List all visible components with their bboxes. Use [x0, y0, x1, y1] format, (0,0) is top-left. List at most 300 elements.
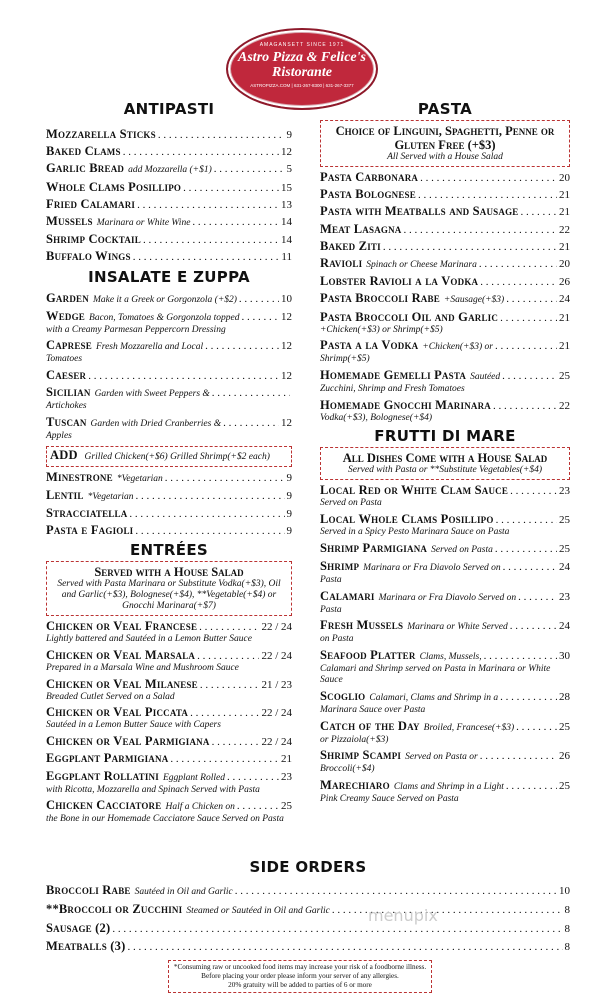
menu-item [320, 720, 570, 747]
menu-item-description: the Bone in our Homemade Cacciatore Sauce Served on Pasta [46, 814, 284, 825]
menu-item-description: Lightly battered and Sautéed in a Lemon Butter Sauce [46, 634, 252, 645]
menu-item-name: Shrimp Parmigiana [320, 540, 428, 555]
restaurant-logo [226, 28, 378, 110]
menu-item-row [46, 198, 292, 212]
menu-item-price: 24 [559, 293, 570, 306]
menu-item-name: Pasta Broccoli Rabe [320, 291, 440, 306]
dot-leader [137, 199, 279, 212]
menu-item-name: Seafood Platter [320, 647, 416, 662]
menu-item-price: 25 [281, 800, 292, 813]
menu-item-name: Local Whole Clams Posillipo [320, 511, 494, 526]
menu-item-row [320, 720, 570, 735]
menu-item [46, 339, 292, 366]
dot-leader [127, 941, 562, 954]
dot-leader [190, 707, 259, 720]
menu-item-name: Garden [46, 290, 89, 305]
antipasti-heading: ANTIPASTI [123, 100, 215, 118]
menu-item-row [320, 257, 570, 272]
menu-item-name: Meat Lasagna [320, 221, 402, 236]
menu-item-description: Served on Pasta [320, 498, 382, 509]
menu-item-row [46, 339, 292, 354]
menu-item [46, 162, 292, 177]
menu-item [46, 922, 570, 936]
menu-item-row [46, 416, 292, 431]
dot-leader [521, 206, 558, 219]
menu-item-price: 12 [281, 416, 292, 429]
menu-item [320, 311, 570, 337]
menu-item-row [46, 922, 570, 936]
pasta-box-sub: All Served with a House Salad [387, 152, 503, 162]
dot-leader [502, 370, 557, 383]
frutti-heading: FRUTTI DI MARE [374, 427, 516, 446]
insalate-list [46, 292, 292, 443]
menu-item-price: 20 [559, 172, 570, 184]
dot-leader [503, 561, 557, 574]
menu-item-name: Tuscan [46, 414, 87, 429]
menu-item [320, 171, 570, 185]
dot-leader [123, 146, 279, 159]
menu-item-note: Marinara or Fra Diavolo Served on [378, 592, 517, 603]
menu-item-price: 24 [559, 560, 570, 573]
menu-item [320, 240, 570, 254]
menu-item-description: Pasta [320, 604, 342, 615]
menu-item-description: Sautéed in a Lemon Butter Sauce with Capers [46, 720, 221, 731]
menu-item-note: Clams, Mussels, [419, 651, 482, 662]
watermark: menupix [368, 906, 438, 925]
menu-item-note: Eggplant Rolled [162, 772, 225, 783]
menu-item [46, 489, 292, 504]
menu-item-name: Baked Ziti [320, 238, 381, 253]
menu-item-row [320, 188, 570, 202]
menu-item-name: Local Red or White Clam Sauce [320, 483, 509, 498]
menu-item [46, 386, 292, 413]
dot-leader [480, 276, 557, 289]
menu-item-description: Pink Creamy Sauce Served on Pasta [320, 794, 459, 805]
menu-item-description: Marinara Sauce over Pasta [320, 705, 426, 716]
menu-item-name: Fresh Mussels [320, 618, 404, 633]
dot-leader [516, 721, 557, 734]
add-protein-box [46, 446, 292, 467]
menu-item [320, 257, 570, 272]
menu-item-price: 25 [559, 720, 570, 733]
menu-item-row [46, 903, 570, 918]
menu-item [320, 619, 570, 646]
menu-item-row [46, 735, 292, 749]
menu-item-row [46, 145, 292, 159]
menu-item-name: Lentil [46, 487, 84, 502]
menu-item-price: 9 [286, 489, 292, 502]
insalate-heading: INSALATE E ZUPPA [88, 267, 250, 286]
menu-item-name: Chicken or Veal Marsala [46, 648, 196, 663]
dot-leader [239, 293, 279, 306]
menu-item-row [46, 706, 292, 720]
menu-item-name: Whole Clams Posillipo [46, 179, 182, 194]
menu-item [320, 369, 570, 396]
menu-item [46, 181, 292, 195]
add-note: Grilled Chicken(+$6) Grilled Shrimp(+$2 each) [84, 451, 270, 462]
menu-item [320, 542, 570, 557]
menu-item-row [320, 275, 570, 289]
menu-item [46, 310, 292, 337]
menu-item-note: Sautéed [470, 371, 501, 382]
entrees-info-box [46, 561, 292, 616]
menu-item-note: Marinara or Fra Diavolo Served on [363, 562, 501, 573]
sides-list [46, 884, 570, 954]
menu-item-price: 9 [286, 129, 292, 141]
menu-item-note: add Mozzarella (+$1) [128, 165, 212, 176]
menu-item [320, 188, 570, 202]
menu-item-name: Pasta a la Vodka [320, 338, 419, 353]
menu-item-name: Chicken or Veal Piccata [46, 705, 189, 720]
dot-leader [237, 800, 279, 813]
menu-item [46, 678, 292, 704]
menu-item-row [46, 233, 292, 247]
menu-item-row [320, 240, 570, 254]
dot-leader [129, 508, 284, 521]
dot-leader [88, 370, 279, 383]
menu-item-name: Catch of the Day [320, 718, 420, 733]
menu-item-row [46, 310, 292, 325]
menu-item-price: 25 [559, 369, 570, 382]
dot-leader [200, 679, 260, 692]
dot-leader [227, 771, 279, 784]
menu-item-name: Calamari [320, 588, 375, 603]
menu-item [320, 399, 570, 425]
menu-item-row [46, 770, 292, 785]
menu-item-name: Pasta Broccoli Oil and Garlic [320, 309, 499, 324]
menu-item-row [320, 484, 570, 498]
dot-leader [197, 650, 259, 663]
sides-heading: SIDE ORDERS [249, 858, 367, 876]
menu-item-price: 9 [286, 525, 292, 538]
menu-item-price: 28 [559, 691, 570, 704]
menu-item-row [320, 311, 570, 325]
menu-item-name: Broccoli Rabe [46, 883, 131, 897]
menu-item-price: 8 [564, 941, 570, 953]
menu-item-name: Lobster Ravioli a la Vodka [320, 274, 479, 289]
menu-item-price: 22 [559, 223, 570, 236]
menu-item-description: with a Creamy Parmesan Peppercorn Dressing [46, 324, 226, 335]
menu-item-price: 14 [281, 215, 292, 228]
menu-item-price: 10 [559, 885, 570, 897]
menu-item-note: Served on Pasta [431, 544, 493, 555]
dot-leader [112, 923, 562, 936]
menu-item-row [46, 752, 292, 766]
menu-item-description: Apples [46, 430, 72, 441]
menu-item [46, 292, 292, 307]
menu-item-name: Ravioli [320, 255, 363, 270]
frutti-box-sub: Served with Pasta or **Substitute Vegetables(+$4) [347, 465, 542, 476]
side-orders-section [46, 858, 570, 958]
menu-item-name: Homemade Gemelli Pasta [320, 367, 467, 382]
menu-item [46, 233, 292, 247]
entrees-box-title: Served with a House Salad [94, 565, 244, 580]
dot-leader [500, 691, 557, 704]
menu-item-note: Garden with Sweet Peppers & [94, 389, 210, 400]
menu-item [46, 770, 292, 797]
menu-item-name: Chicken or Veal Milanese [46, 676, 198, 691]
menu-item-row [320, 542, 570, 557]
menu-item [320, 292, 570, 307]
frutti-info-box [320, 447, 570, 480]
menu-item-name: Fried Calamari [46, 196, 136, 211]
logo-name: Astro Pizza & Felice's Ristorante [238, 50, 366, 80]
menu-item-row [46, 799, 292, 814]
menu-item-price: 26 [559, 750, 570, 763]
menu-item-description: Broccoli(+$4) [320, 764, 375, 775]
dot-leader [165, 472, 285, 485]
menu-item-row [320, 590, 570, 605]
menu-item-row [320, 399, 570, 413]
dot-leader [212, 736, 260, 749]
menu-item [320, 560, 570, 587]
menu-item-note: Broiled, Francese(+$3) [423, 722, 515, 733]
menu-item-row [46, 524, 292, 538]
menu-item-price: 23 [281, 770, 292, 783]
menu-item-price: 13 [281, 198, 292, 211]
menu-item-note: Clams and Shrimp in a Light [393, 782, 504, 793]
logo-contact: ASTROPIZZA.COM | 631-267-8300 | 631-267-3377 [250, 83, 354, 88]
menu-item-name: Eggplant Parmigiana [46, 751, 169, 766]
menu-item-name: Caeser [46, 368, 87, 383]
menu-item-note: Calamari, Clams and Shrimp in a [369, 693, 499, 704]
dot-leader [510, 620, 557, 633]
menu-item [320, 590, 570, 617]
menu-item-note: Sautéed in Oil and Garlic [134, 887, 233, 897]
dot-leader [479, 258, 557, 271]
menu-item-row [320, 339, 570, 354]
menu-item-description: Calamari and Shrimp served on Pasta in Marinara or White Sauce [320, 663, 551, 686]
menu-item-note: +Chicken(+$3) or [422, 342, 493, 353]
menu-item-name: Stracciatella [46, 506, 128, 520]
menu-item-price: 21 [559, 311, 570, 324]
menu-item-name: Garlic Bread [46, 161, 125, 176]
menu-item-description: with Ricotta, Mozzarella and Spinach Served with Pasta [46, 784, 260, 795]
menu-item-name: Shrimp Cocktail [46, 232, 141, 247]
menu-item-price: 21 [281, 753, 292, 766]
menu-item-row [46, 215, 292, 230]
menu-item [320, 649, 570, 687]
entrees-heading: ENTRÉES [130, 541, 208, 560]
dot-leader [418, 189, 557, 202]
menu-item-row [46, 489, 292, 504]
menu-item [320, 339, 570, 366]
menu-item-name: Shrimp [320, 558, 360, 573]
dot-leader [235, 885, 557, 898]
menu-item [320, 484, 570, 510]
menu-item-description: Shrimp(+$5) [320, 354, 370, 365]
menu-item-note: *Vegetarian [87, 491, 134, 502]
menu-item [46, 507, 292, 521]
menu-item-name: Mussels [46, 213, 93, 228]
disclaimer-line-3: 20% gratuity will be added to parties of 6 or more [228, 981, 372, 989]
menu-item [46, 706, 292, 732]
menu-item-price: 10 [281, 292, 292, 305]
menu-item-note: Bacon, Tomatoes & Gorgonzola topped [89, 312, 240, 323]
menu-item [320, 690, 570, 717]
disclaimer-box [168, 960, 432, 993]
menu-item-description: Prepared in a Marsala Wine and Mushroom Sauce [46, 663, 239, 674]
dot-leader [383, 241, 557, 254]
menu-item-name: Chicken Cacciatore [46, 798, 162, 813]
menu-item-price: 22 / 24 [261, 707, 292, 720]
menu-item-price: 21 [559, 340, 570, 353]
pasta-info-box [320, 120, 570, 167]
dot-leader [332, 904, 563, 917]
menu-item-row [46, 128, 292, 142]
menu-item-row [320, 779, 570, 794]
menu-item-name: Sicilian [46, 385, 91, 400]
logo-tagline: AMAGANSETT SINCE 1971 [259, 42, 345, 48]
dot-leader [135, 490, 284, 503]
menu-item-price: 24 [559, 620, 570, 633]
menu-item-row [320, 690, 570, 705]
soup-list [46, 471, 292, 539]
menu-item [46, 128, 292, 142]
menu-item-price: 12 [281, 310, 292, 323]
dot-leader [143, 234, 279, 247]
menu-item-price: 21 [559, 206, 570, 219]
dot-leader [242, 311, 279, 324]
menu-item [46, 369, 292, 383]
menu-item-row [320, 619, 570, 634]
menu-item-row [46, 649, 292, 663]
menu-item-note: +Sausage(+$3) [443, 295, 505, 306]
entrees-box-sub: Served with Pasta Marinara or Substitute Vodka(+$3), Oil and Garlic(+$3), Bolognese(+$4), **Vegetable(+$4) or Gnocchi Marinara(+$7) [57, 579, 281, 612]
menu-item-row [46, 940, 570, 954]
menu-item-description: +Chicken(+$3) or Shrimp(+$5) [320, 324, 443, 335]
menu-item [320, 779, 570, 806]
add-label: ADD [50, 447, 78, 462]
dot-leader [493, 400, 557, 413]
menu-item-name: Eggplant Rollatini [46, 768, 159, 783]
menu-item-row [46, 620, 292, 634]
menu-item [46, 524, 292, 538]
menu-item [46, 145, 292, 159]
antipasti-list [46, 128, 292, 264]
menu-item-price: 25 [559, 780, 570, 793]
dot-leader [506, 780, 557, 793]
dot-leader [158, 129, 285, 142]
menu-item-name: Chicken or Veal Parmigiana [46, 734, 210, 749]
menu-item-description: Breaded Cutlet Served on a Salad [46, 691, 175, 702]
menu-item [320, 205, 570, 219]
dot-leader [135, 525, 284, 538]
dot-leader [183, 182, 279, 195]
dot-leader [506, 293, 557, 306]
menu-item-row [320, 649, 570, 664]
menu-item-description: Tomatoes [46, 354, 83, 365]
menu-item [320, 223, 570, 237]
menu-item-row [46, 369, 292, 383]
menu-item-price: 15 [281, 181, 292, 194]
dot-leader [495, 340, 557, 353]
menu-item-row [46, 162, 292, 177]
disclaimer-line-1: *Consuming raw or uncooked food items may increase your risk of a foodborne illness. [173, 963, 427, 971]
menu-item-description: Pasta [320, 574, 342, 585]
menu-item-name: Minestrone [46, 469, 113, 484]
menu-item-row [46, 292, 292, 307]
menu-item-name: Pasta with Meatballs and Sausage [320, 204, 519, 219]
dot-leader [199, 621, 259, 634]
menu-item-description: Served in a Spicy Pesto Marinara Sauce on Pasta [320, 526, 510, 537]
dot-leader [223, 417, 279, 430]
menu-item-price: 20 [559, 257, 570, 270]
menu-item [320, 275, 570, 289]
menu-item [46, 416, 292, 443]
dot-leader [170, 753, 279, 766]
left-column [46, 100, 292, 829]
menu-item-description: on Pasta [320, 634, 354, 645]
menu-item-name: Meatballs (3) [46, 939, 126, 953]
menu-item-note: Spinach or Cheese Marinara [366, 259, 477, 270]
dot-leader [214, 163, 285, 176]
menu-item-price: 12 [281, 370, 292, 383]
menu-item-price: 8 [564, 923, 570, 935]
menu-item-name: Mozzarella Sticks [46, 127, 156, 141]
menu-item [46, 471, 292, 486]
dot-leader [484, 650, 557, 663]
menu-item-name: Wedge [46, 308, 86, 323]
menu-item-price: 23 [559, 485, 570, 498]
menu-item-note: Garden with Dried Cranberries & [90, 418, 222, 429]
menu-item-row [320, 171, 570, 185]
menu-item-name: Buffalo Wings [46, 249, 131, 264]
menu-item-description: Zucchini, Shrimp and Fresh Tomatoes [320, 383, 465, 394]
menu-item-price: 5 [286, 163, 292, 176]
menu-item-note: *Vegetarian [116, 473, 163, 484]
menu-item-description: Vodka(+$3), Bolognese(+$4) [320, 412, 433, 423]
menu-item-price: 21 [559, 240, 570, 253]
menu-item-name: Scoglio [320, 689, 366, 704]
menu-item [46, 752, 292, 766]
dot-leader [496, 514, 557, 527]
menu-item [46, 735, 292, 749]
menu-item-note: Served on Pasta or [405, 752, 478, 763]
menu-item [46, 250, 292, 264]
menu-item-row [320, 560, 570, 575]
menu-item-price: 9 [286, 471, 292, 484]
menu-item-row [46, 678, 292, 692]
menu-item-name: Chicken or Veal Francese [46, 619, 198, 634]
menu-item-name: Shrimp Scampi [320, 748, 402, 763]
menu-item-row [46, 884, 570, 899]
dot-leader [205, 340, 279, 353]
menu-item-note: Marinara or White Wine [96, 217, 191, 228]
menu-item-price: 22 / 24 [261, 621, 292, 634]
menu-item-note: Fresh Mozzarella and Local [95, 342, 204, 353]
menu-item [46, 215, 292, 230]
menu-item-price: 22 / 24 [261, 736, 292, 749]
pasta-list [320, 171, 570, 424]
menu-item-name: Baked Clams [46, 144, 121, 159]
menu-item-price: 21 [559, 189, 570, 202]
menu-item-price: 12 [281, 340, 292, 353]
menu-item-price: 23 [559, 590, 570, 603]
menu-item-price: 12 [281, 146, 292, 159]
menu-item [46, 620, 292, 646]
menu-item-row [46, 471, 292, 486]
menu-item-row [320, 513, 570, 527]
menu-item-name: **Broccoli or Zucchini [46, 902, 183, 916]
disclaimer-line-2: Before placing your order please inform your server of any allergies. [201, 972, 399, 980]
menu-item-description: or Pizzaiola(+$3) [320, 734, 389, 745]
menu-item-name: Pasta e Fagioli [46, 523, 134, 538]
menu-item-price: 25 [559, 542, 570, 555]
menu-item-name: Marechiaro [320, 778, 390, 793]
menu-item-description: Artichokes [46, 401, 87, 412]
frutti-list [320, 484, 570, 805]
